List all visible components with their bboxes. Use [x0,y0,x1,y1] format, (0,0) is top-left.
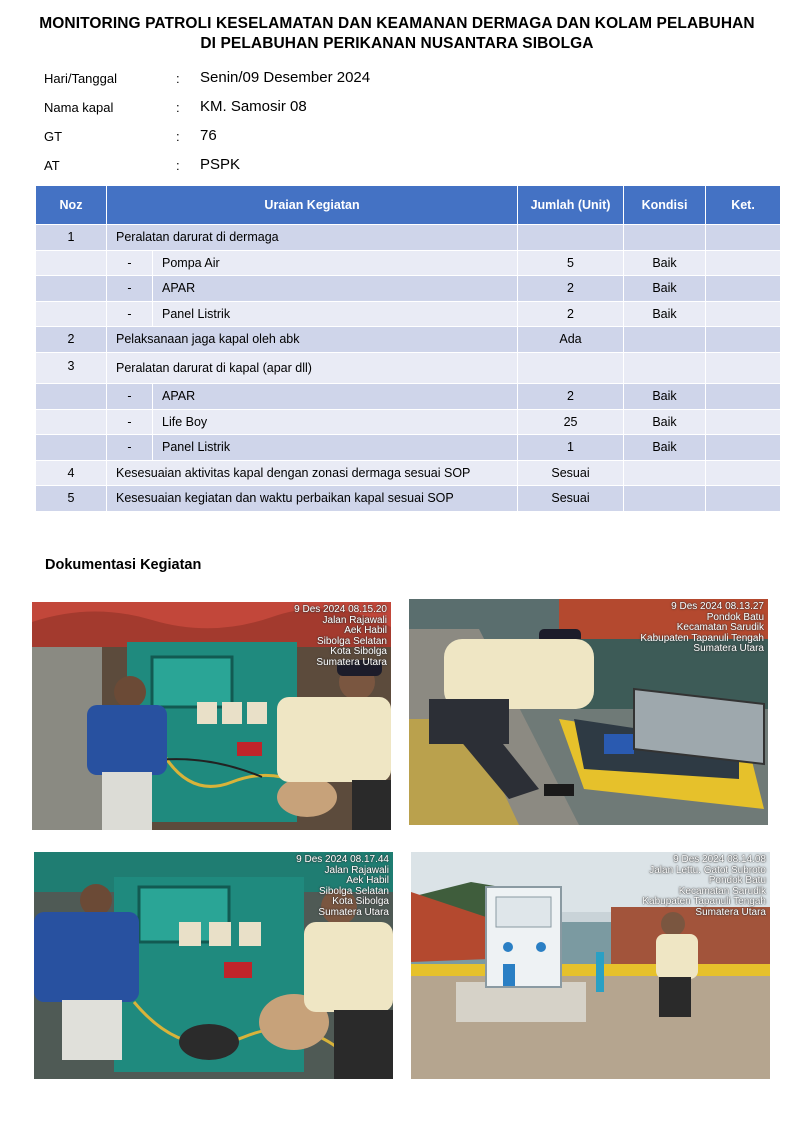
cell-kondisi [624,486,706,512]
table-row [36,225,781,251]
cell-no [36,301,107,327]
cell-ket [706,384,781,410]
cell-jumlah: 1 [518,435,624,461]
cell-kondisi: Baik [624,384,706,410]
cell-item: Kesesuaian kegiatan dan waktu perbaikan kapal sesuai SOP [107,486,518,512]
photo-engine-room-panel-2 [34,852,393,1079]
vessel-info [44,66,544,182]
photo-timestamp: 9 Des 2024 08.13.27 Pondok Batu Kecamatan Sarudik Kabupaten Tapanuli Tengah Sumatera Utara [640,601,764,654]
documentation-heading: Dokumentasi Kegiatan [45,557,202,573]
activity-table [35,185,781,512]
info-row-ship-name [44,95,544,124]
cell-kondisi: Baik [624,435,706,461]
table-row [36,460,781,486]
cell-item: Pelaksanaan jaga kapal oleh abk [107,327,518,353]
info-row-gt [44,124,544,153]
info-label: GT [44,129,63,144]
cell-no [36,384,107,410]
cell-jumlah: Sesuai [518,460,624,486]
cell-kondisi [624,225,706,251]
cell-jumlah: Ada [518,327,624,353]
header-uraian: Uraian Kegiatan [107,186,518,225]
cell-no [36,250,107,276]
info-colon: : [176,129,180,144]
table-row [36,435,781,461]
title-line-2: DI PELABUHAN PERIKANAN NUSANTARA SIBOLGA [200,35,594,52]
cell-jumlah: 2 [518,384,624,410]
info-colon: : [176,100,180,115]
photo-timestamp: 9 Des 2024 08.17.44 Jalan Rajawali Aek Habil Sibolga Selatan Kota Sibolga Sumatera Utara [296,854,389,918]
cell-no [36,409,107,435]
info-value: PSPK [200,156,241,173]
cell-item: Peralatan darurat di dermaga [107,225,518,251]
table-row [36,486,781,512]
header-no: Noz [36,186,107,225]
cell-dash: - [107,409,153,435]
header-kondisi: Kondisi [624,186,706,225]
header-jumlah: Jumlah (Unit) [518,186,624,225]
table-row [36,301,781,327]
cell-item: Panel Listrik [153,435,518,461]
info-label: Hari/Tanggal [44,71,117,86]
info-value: KM. Samosir 08 [200,98,307,115]
cell-item: Kesesuaian aktivitas kapal dengan zonasi dermaga sesuai SOP [107,460,518,486]
table-row [36,250,781,276]
cell-no: 1 [36,225,107,251]
cell-jumlah: 5 [518,250,624,276]
cell-no: 5 [36,486,107,512]
cell-jumlah: 2 [518,301,624,327]
photo-engine-room-panel [32,602,391,830]
cell-kondisi: Baik [624,409,706,435]
cell-dash: - [107,301,153,327]
header-ket: Ket. [706,186,781,225]
cell-dash: - [107,384,153,410]
info-value: 76 [200,127,217,144]
cell-ket [706,486,781,512]
cell-item: APAR [153,384,518,410]
cell-no [36,276,107,302]
cell-kondisi [624,460,706,486]
cell-ket [706,409,781,435]
photo-timestamp: 9 Des 2024 08.14.08 Jalan Lettu. Gatot Subroto Pondok Batu Kecamatan Sarudik Kabupaten Tapanuli Tengah Sumatera Utara [642,854,766,918]
cell-item: Peralatan darurat di kapal (apar dll) [107,352,518,384]
info-value: Senin/09 Desember 2024 [200,69,371,86]
info-label: AT [44,158,60,173]
info-label: Nama kapal [44,100,114,115]
cell-kondisi: Baik [624,250,706,276]
info-row-at [44,153,544,182]
cell-ket [706,276,781,302]
cell-no: 3 [36,352,107,384]
cell-ket [706,435,781,461]
title-line-1: MONITORING PATROLI KESELAMATAN DAN KEAMANAN DERMAGA DAN KOLAM PELABUHAN [39,15,755,32]
cell-jumlah: Sesuai [518,486,624,512]
cell-ket [706,327,781,353]
document-title [20,14,774,54]
table-row [36,409,781,435]
cell-jumlah: 2 [518,276,624,302]
table-row [36,352,781,384]
cell-jumlah [518,225,624,251]
cell-jumlah [518,352,624,384]
cell-ket [706,250,781,276]
cell-ket [706,225,781,251]
cell-kondisi [624,327,706,353]
cell-no [36,435,107,461]
cell-dash: - [107,250,153,276]
info-colon: : [176,71,180,86]
table-row [36,327,781,353]
cell-no: 2 [36,327,107,353]
cell-ket [706,460,781,486]
photo-dock-pump-inspection [409,599,768,825]
photo-dock-electric-panel [411,852,770,1079]
cell-dash: - [107,435,153,461]
table-header-row [36,186,781,225]
cell-item: Pompa Air [153,250,518,276]
info-colon: : [176,158,180,173]
table-row [36,276,781,302]
table-row [36,384,781,410]
cell-item: APAR [153,276,518,302]
cell-ket [706,301,781,327]
cell-jumlah: 25 [518,409,624,435]
photo-timestamp: 9 Des 2024 08.15.20 Jalan Rajawali Aek Habil Sibolga Selatan Kota Sibolga Sumatera Utara [294,604,387,668]
cell-item: Panel Listrik [153,301,518,327]
cell-dash: - [107,276,153,302]
cell-no: 4 [36,460,107,486]
info-row-date [44,66,544,95]
cell-kondisi [624,352,706,384]
cell-item: Life Boy [153,409,518,435]
cell-kondisi: Baik [624,301,706,327]
cell-ket [706,352,781,384]
cell-kondisi: Baik [624,276,706,302]
